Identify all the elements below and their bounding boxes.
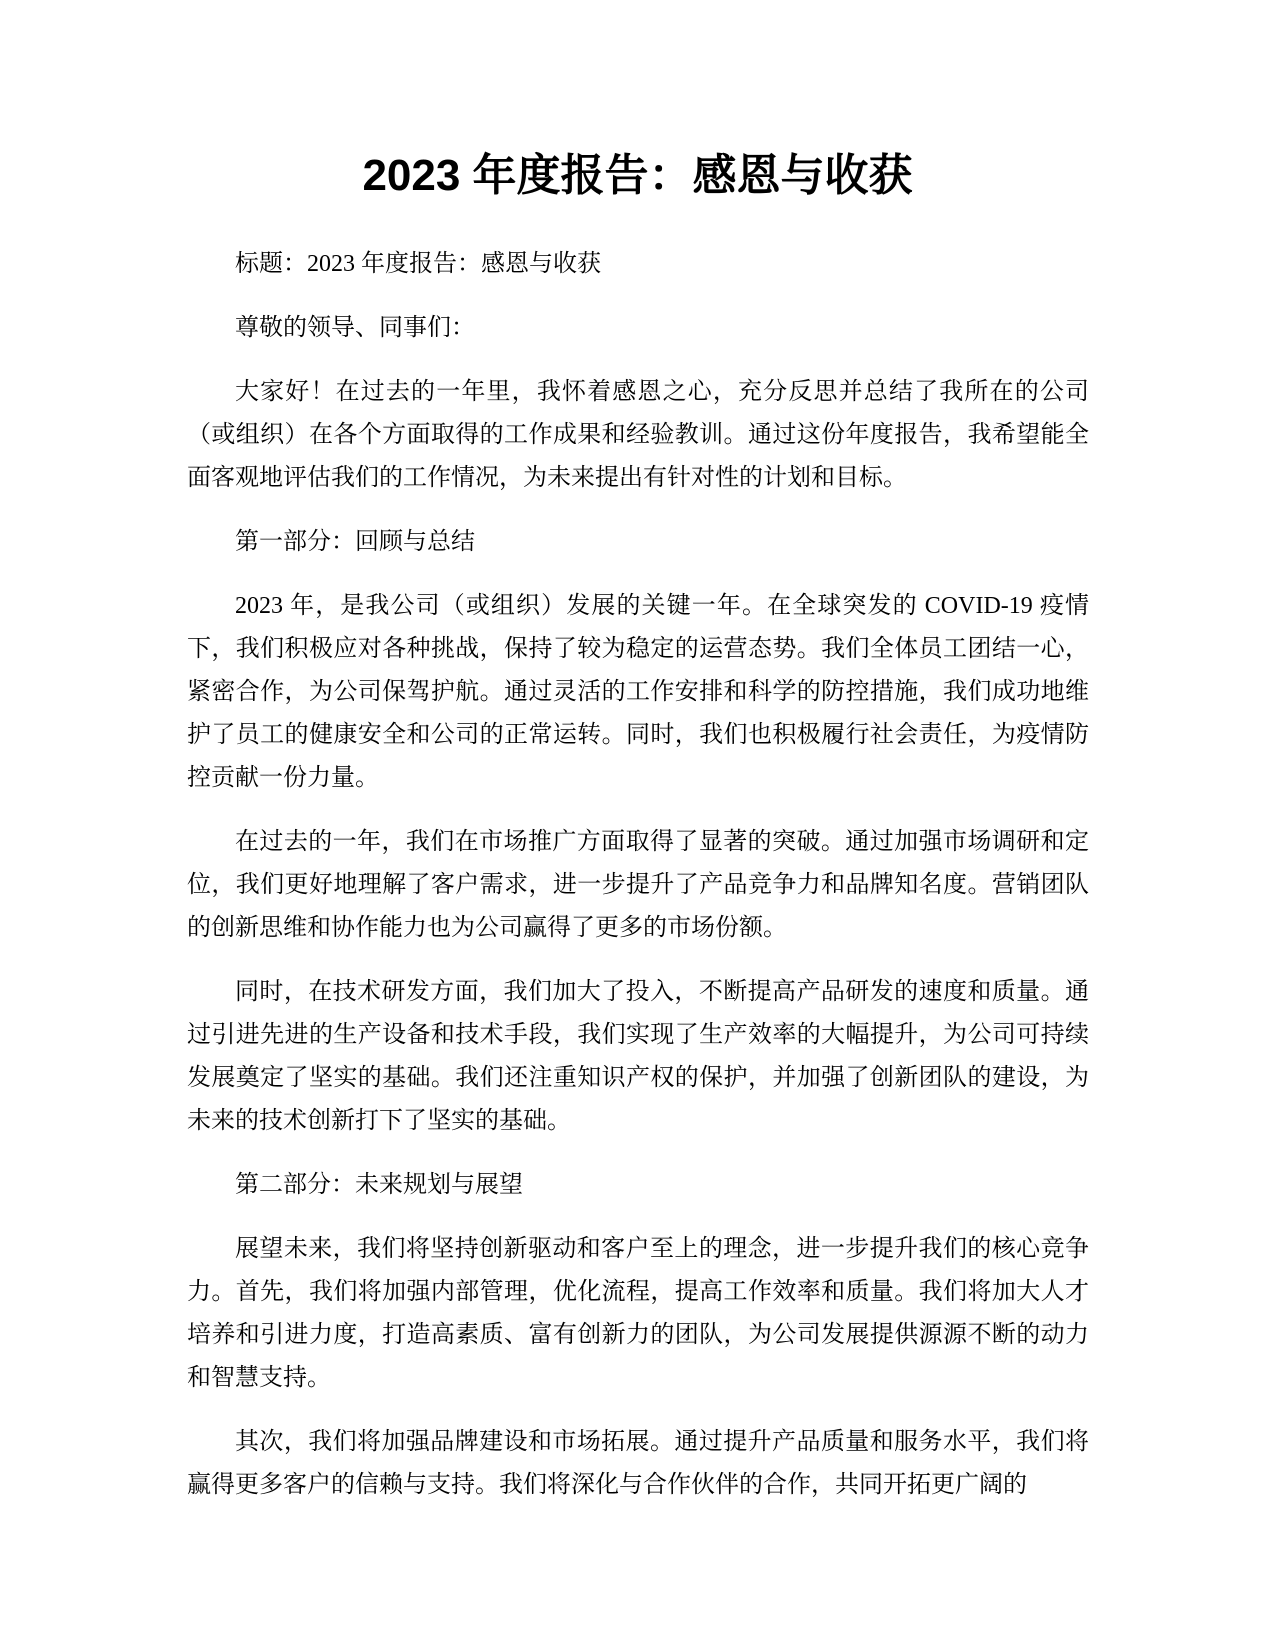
paragraph-brand-building: 其次，我们将加强品牌建设和市场拓展。通过提升产品质量和服务水平，我们将赢得更多客户的信赖与支持。我们将深化与合作伙伴的合作，共同开拓更广阔的 bbox=[187, 1429, 1089, 1498]
paragraph-salutation: 尊敬的领导、同事们： bbox=[235, 315, 475, 341]
paragraph-rnd: 同时，在技术研发方面，我们加大了投入，不断提高产品研发的速度和质量。通过引进先进的生产设备和技术手段，我们实现了生产效率的大幅提升，为公司可持续发展奠定了坚实的基础。我们还注重知识产权的保护，并加强了创新团队的建设，为未来的技术创新打下了坚实的基础。 bbox=[187, 979, 1089, 1134]
section-heading-part-two: 第二部分：未来规划与展望 bbox=[235, 1172, 523, 1198]
paragraph-introduction: 大家好！在过去的一年里，我怀着感恩之心，充分反思并总结了我所在的公司（或组织）在各个方面取得的工作成果和经验教训。通过这份年度报告，我希望能全面客观地评估我们的工作情况，为未来提出有针对性的计划和目标。 bbox=[187, 379, 1089, 491]
paragraph-outlook: 展望未来，我们将坚持创新驱动和客户至上的理念，进一步提升我们的核心竞争力。首先，我们将加强内部管理，优化流程，提高工作效率和质量。我们将加大人才培养和引进力度，打造高素质、富有创新力的团队，为公司发展提供源源不断的动力和智慧支持。 bbox=[187, 1236, 1089, 1391]
paragraph-subject-line: 标题：2023 年度报告：感恩与收获 bbox=[235, 251, 601, 277]
section-heading-part-one: 第一部分：回顾与总结 bbox=[235, 529, 475, 555]
document-body bbox=[187, 243, 1089, 1528]
paragraph-review-2023: 2023 年，是我公司（或组织）发展的关键一年。在全球突发的 COVID-19 疫情下，我们积极应对各种挑战，保持了较为稳定的运营态势。我们全体员工团结一心，紧密合作，为公司保驾护航。通过灵活的工作安排和科学的防控措施，我们成功地维护了员工的健康安全和公司的正常运转。同时，我们也积极履行社会责任，为疫情防控贡献一份力量。 bbox=[187, 593, 1089, 791]
document-title: 2023 年度报告：感恩与收获 bbox=[362, 151, 913, 200]
paragraph-marketing: 在过去的一年，我们在市场推广方面取得了显著的突破。通过加强市场调研和定位，我们更好地理解了客户需求，进一步提升了产品竞争力和品牌知名度。营销团队的创新思维和协作能力也为公司赢得了更多的市场份额。 bbox=[187, 829, 1089, 941]
